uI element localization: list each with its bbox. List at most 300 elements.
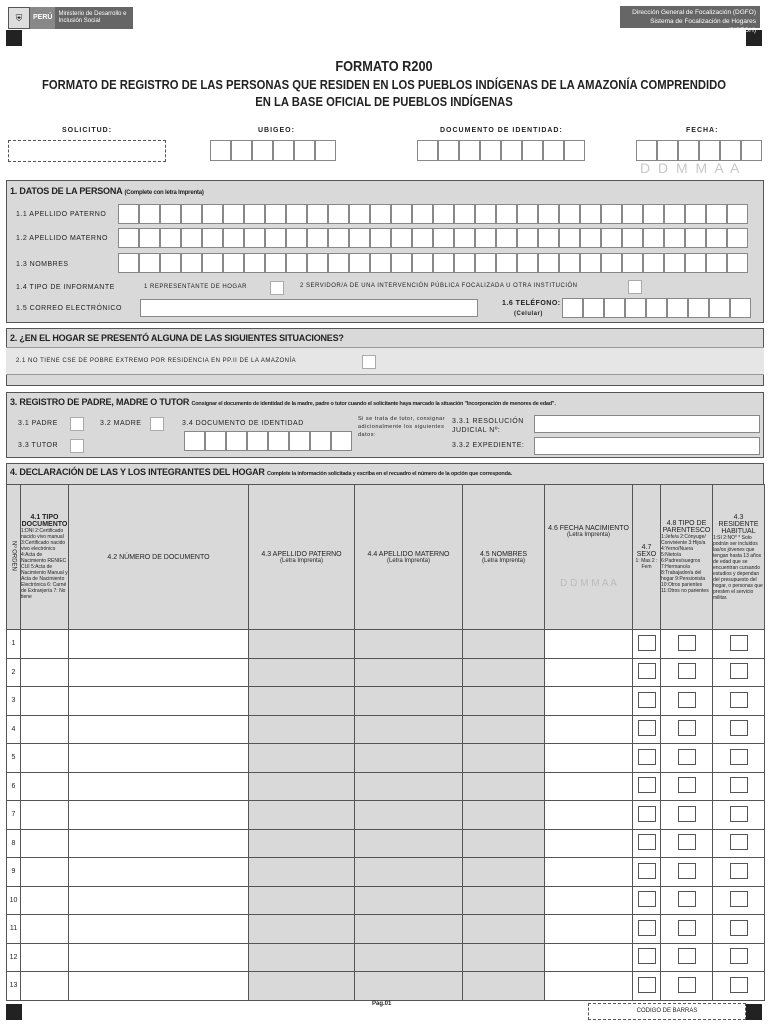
char-box[interactable] xyxy=(328,204,349,224)
cell-nombres[interactable] xyxy=(463,687,545,716)
answer-box[interactable] xyxy=(678,663,696,679)
char-box[interactable] xyxy=(622,253,643,273)
char-box[interactable] xyxy=(349,253,370,273)
solicitud-field[interactable] xyxy=(8,140,166,162)
cell-paterno[interactable] xyxy=(249,886,355,915)
char-box[interactable] xyxy=(559,204,580,224)
answer-box[interactable] xyxy=(638,806,656,822)
char-box[interactable] xyxy=(496,228,517,248)
apellido-paterno-boxes[interactable] xyxy=(118,204,748,224)
char-box[interactable] xyxy=(580,204,601,224)
cell-parentesco[interactable] xyxy=(661,630,713,659)
celular-label: (Celular) xyxy=(514,311,543,317)
char-box[interactable] xyxy=(706,228,727,248)
tipo-documento-header: 4.1 TIPO DOCUMENTO 1:DNI 2:Certificado nacido vivo manual 3:Certificado nacido vivo electrónico 4:Acta de Nacimiento RENIEC CUI 5:Acta de Nacimiento Manual y Acta de Nacimiento Electrónica 6: Carné de Extranjería 7: No tiene xyxy=(21,485,69,630)
cell-numero[interactable] xyxy=(69,886,249,915)
char-box[interactable] xyxy=(118,253,139,273)
char-box[interactable] xyxy=(286,228,307,248)
cell-numero[interactable] xyxy=(69,687,249,716)
char-box[interactable] xyxy=(307,253,328,273)
answer-box[interactable] xyxy=(730,692,748,708)
cell-materno[interactable] xyxy=(355,972,463,1001)
cell-materno[interactable] xyxy=(355,943,463,972)
cell-tipo[interactable] xyxy=(21,886,69,915)
apellido-paterno-label: 1.1 APELLIDO PATERNO xyxy=(16,211,107,218)
char-box[interactable] xyxy=(580,228,601,248)
cell-numero[interactable] xyxy=(69,772,249,801)
cell-sexo[interactable] xyxy=(633,886,661,915)
char-box[interactable] xyxy=(685,228,706,248)
char-box[interactable] xyxy=(475,253,496,273)
char-box[interactable] xyxy=(643,253,664,273)
answer-box[interactable] xyxy=(678,777,696,793)
answer-box[interactable] xyxy=(638,663,656,679)
answer-box[interactable] xyxy=(730,891,748,907)
char-box[interactable] xyxy=(181,204,202,224)
char-box[interactable] xyxy=(730,298,751,318)
answer-box[interactable] xyxy=(678,692,696,708)
cell-paterno[interactable] xyxy=(249,858,355,887)
cell-nombres[interactable] xyxy=(463,915,545,944)
cell-tipo[interactable] xyxy=(21,943,69,972)
char-box[interactable] xyxy=(583,298,604,318)
cell-residente[interactable] xyxy=(713,972,765,1001)
cell-parentesco[interactable] xyxy=(661,687,713,716)
char-box[interactable] xyxy=(517,228,538,248)
answer-box[interactable] xyxy=(730,834,748,850)
fecha-boxes[interactable] xyxy=(636,140,762,161)
cell-sexo[interactable] xyxy=(633,858,661,887)
char-box[interactable] xyxy=(727,204,748,224)
char-box[interactable] xyxy=(412,228,433,248)
correo-label: 1.5 CORREO ELECTRÓNICO xyxy=(16,305,122,312)
answer-box[interactable] xyxy=(730,720,748,736)
cell-materno[interactable] xyxy=(355,915,463,944)
char-box[interactable] xyxy=(181,253,202,273)
cell-nombres[interactable] xyxy=(463,829,545,858)
cell-nombres[interactable] xyxy=(463,715,545,744)
cell-parentesco[interactable] xyxy=(661,744,713,773)
cell-tipo[interactable] xyxy=(21,658,69,687)
cell-sexo[interactable] xyxy=(633,630,661,659)
cell-fecha[interactable] xyxy=(545,658,633,687)
char-box[interactable] xyxy=(475,204,496,224)
answer-box[interactable] xyxy=(638,720,656,736)
cell-residente[interactable] xyxy=(713,943,765,972)
char-box[interactable] xyxy=(664,228,685,248)
char-box[interactable] xyxy=(625,298,646,318)
char-box[interactable] xyxy=(412,253,433,273)
answer-box[interactable] xyxy=(678,834,696,850)
char-box[interactable] xyxy=(643,204,664,224)
char-box[interactable] xyxy=(205,431,226,451)
correo-input[interactable] xyxy=(140,299,478,317)
cell-parentesco[interactable] xyxy=(661,829,713,858)
cell-nombres[interactable] xyxy=(463,658,545,687)
char-box[interactable] xyxy=(139,228,160,248)
char-box[interactable] xyxy=(580,253,601,273)
char-box[interactable] xyxy=(118,204,139,224)
char-box[interactable] xyxy=(727,253,748,273)
tutor-documento-boxes[interactable] xyxy=(184,431,352,451)
row-number: 13 xyxy=(9,982,18,990)
cell-numero[interactable] xyxy=(69,915,249,944)
char-box[interactable] xyxy=(265,253,286,273)
cell-paterno[interactable] xyxy=(249,829,355,858)
cell-sexo[interactable] xyxy=(633,772,661,801)
char-box[interactable] xyxy=(226,431,247,451)
section-4-title: 4. DECLARACIÓN DE LAS Y LOS INTEGRANTES DEL HOGAR Complete la información solicitada y escriba en el recuadro el número de la opción que corresponda. xyxy=(10,467,512,477)
cell-nombres[interactable] xyxy=(463,801,545,830)
answer-box[interactable] xyxy=(678,920,696,936)
char-box[interactable] xyxy=(391,253,412,273)
table-row xyxy=(7,915,765,944)
answer-box[interactable] xyxy=(638,834,656,850)
cell-numero[interactable] xyxy=(69,630,249,659)
answer-box[interactable] xyxy=(638,692,656,708)
cell-sexo[interactable] xyxy=(633,801,661,830)
cell-paterno[interactable] xyxy=(249,715,355,744)
cell-tipo[interactable] xyxy=(21,687,69,716)
char-box[interactable] xyxy=(331,431,352,451)
tutor-note: Si se trata de tutor, consignar adicionalmente los siguientes datos: xyxy=(358,416,446,438)
expediente-input[interactable] xyxy=(534,437,760,455)
cell-residente[interactable] xyxy=(713,744,765,773)
char-box[interactable] xyxy=(706,253,727,273)
cell-residente[interactable] xyxy=(713,829,765,858)
resolucion-input[interactable] xyxy=(534,415,760,433)
char-box[interactable] xyxy=(118,228,139,248)
registration-mark xyxy=(6,1004,22,1020)
char-box[interactable] xyxy=(538,228,559,248)
cell-parentesco[interactable] xyxy=(661,972,713,1001)
char-box[interactable] xyxy=(559,253,580,273)
cell-materno[interactable] xyxy=(355,886,463,915)
char-box[interactable] xyxy=(646,298,667,318)
cell-fecha[interactable] xyxy=(545,687,633,716)
cell-paterno[interactable] xyxy=(249,630,355,659)
cell-fecha[interactable] xyxy=(545,886,633,915)
cell-parentesco[interactable] xyxy=(661,801,713,830)
nombres-label: 1.3 NOMBRES xyxy=(16,261,69,268)
cell-parentesco[interactable] xyxy=(661,715,713,744)
cell-tipo[interactable] xyxy=(21,772,69,801)
cell-fecha[interactable] xyxy=(545,943,633,972)
char-box[interactable] xyxy=(433,228,454,248)
cell-paterno[interactable] xyxy=(249,943,355,972)
char-box[interactable] xyxy=(307,228,328,248)
cell-parentesco[interactable] xyxy=(661,858,713,887)
cell-nombres[interactable] xyxy=(463,772,545,801)
ubigeo-boxes[interactable] xyxy=(210,140,336,161)
answer-box[interactable] xyxy=(638,863,656,879)
cell-fecha[interactable] xyxy=(545,630,633,659)
char-box[interactable] xyxy=(286,253,307,273)
char-box[interactable] xyxy=(433,253,454,273)
char-box[interactable] xyxy=(328,253,349,273)
cell-numero[interactable] xyxy=(69,715,249,744)
representante-checkbox[interactable] xyxy=(270,281,284,295)
char-box[interactable] xyxy=(265,204,286,224)
answer-box[interactable] xyxy=(730,920,748,936)
cell-materno[interactable] xyxy=(355,858,463,887)
char-box[interactable] xyxy=(244,253,265,273)
char-box[interactable] xyxy=(349,204,370,224)
cell-paterno[interactable] xyxy=(249,772,355,801)
cell-parentesco[interactable] xyxy=(661,658,713,687)
cell-residente[interactable] xyxy=(713,801,765,830)
char-box[interactable] xyxy=(310,431,331,451)
cell-numero[interactable] xyxy=(69,858,249,887)
cell-nombres[interactable] xyxy=(463,943,545,972)
cell-parentesco[interactable] xyxy=(661,772,713,801)
cell-residente[interactable] xyxy=(713,915,765,944)
char-box[interactable] xyxy=(244,204,265,224)
answer-box[interactable] xyxy=(730,948,748,964)
answer-box[interactable] xyxy=(678,977,696,993)
char-box[interactable] xyxy=(223,228,244,248)
cell-sexo[interactable] xyxy=(633,687,661,716)
cell-sexo[interactable] xyxy=(633,972,661,1001)
documento-boxes[interactable] xyxy=(417,140,585,161)
cell-materno[interactable] xyxy=(355,772,463,801)
cell-numero[interactable] xyxy=(69,943,249,972)
apellido-materno-boxes[interactable] xyxy=(118,228,748,248)
answer-box[interactable] xyxy=(678,749,696,765)
char-box[interactable] xyxy=(268,431,289,451)
madre-checkbox[interactable] xyxy=(150,417,164,431)
cell-nombres[interactable] xyxy=(463,972,545,1001)
cell-tipo[interactable] xyxy=(21,630,69,659)
cell-numero[interactable] xyxy=(69,972,249,1001)
cell-paterno[interactable] xyxy=(249,972,355,1001)
char-box[interactable] xyxy=(604,298,625,318)
char-box[interactable] xyxy=(202,204,223,224)
cell-tipo[interactable] xyxy=(21,744,69,773)
telefono-boxes[interactable] xyxy=(562,298,751,318)
padre-checkbox[interactable] xyxy=(70,417,84,431)
char-box[interactable] xyxy=(244,228,265,248)
nombres-header: 4.5 NOMBRES (Letra Imprenta) xyxy=(463,485,545,630)
char-box[interactable] xyxy=(247,431,268,451)
char-box[interactable] xyxy=(181,228,202,248)
cell-sexo[interactable] xyxy=(633,744,661,773)
answer-box[interactable] xyxy=(678,806,696,822)
cell-materno[interactable] xyxy=(355,630,463,659)
char-box[interactable] xyxy=(454,253,475,273)
char-box[interactable] xyxy=(391,204,412,224)
cell-numero[interactable] xyxy=(69,744,249,773)
cell-residente[interactable] xyxy=(713,858,765,887)
answer-box[interactable] xyxy=(678,863,696,879)
char-box[interactable] xyxy=(223,253,244,273)
answer-box[interactable] xyxy=(678,635,696,651)
cell-fecha[interactable] xyxy=(545,829,633,858)
cell-materno[interactable] xyxy=(355,687,463,716)
char-box[interactable] xyxy=(517,204,538,224)
char-box[interactable] xyxy=(622,204,643,224)
char-box[interactable] xyxy=(664,204,685,224)
char-box[interactable] xyxy=(454,228,475,248)
cell-tipo[interactable] xyxy=(21,915,69,944)
table-row xyxy=(7,829,765,858)
cell-fecha[interactable] xyxy=(545,715,633,744)
answer-box[interactable] xyxy=(730,863,748,879)
answer-box[interactable] xyxy=(638,777,656,793)
char-box[interactable] xyxy=(538,204,559,224)
cell-paterno[interactable] xyxy=(249,744,355,773)
cell-sexo[interactable] xyxy=(633,829,661,858)
table-row xyxy=(7,943,765,972)
ubigeo-label: UBIGEO: xyxy=(258,127,295,134)
char-box[interactable] xyxy=(685,253,706,273)
answer-box[interactable] xyxy=(638,977,656,993)
table-row xyxy=(7,744,765,773)
cell-tipo[interactable] xyxy=(21,972,69,1001)
cell-tipo[interactable] xyxy=(21,858,69,887)
cell-tipo[interactable] xyxy=(21,715,69,744)
answer-box[interactable] xyxy=(638,920,656,936)
char-box[interactable] xyxy=(496,253,517,273)
char-box[interactable] xyxy=(328,228,349,248)
answer-box[interactable] xyxy=(730,806,748,822)
cell-residente[interactable] xyxy=(713,687,765,716)
cell-sexo[interactable] xyxy=(633,658,661,687)
answer-box[interactable] xyxy=(730,749,748,765)
answer-box[interactable] xyxy=(638,635,656,651)
cell-materno[interactable] xyxy=(355,744,463,773)
char-box[interactable] xyxy=(688,298,709,318)
cell-fecha[interactable] xyxy=(545,744,633,773)
char-box[interactable] xyxy=(496,204,517,224)
char-box[interactable] xyxy=(667,298,688,318)
answer-box[interactable] xyxy=(678,720,696,736)
char-box[interactable] xyxy=(370,204,391,224)
cell-sexo[interactable] xyxy=(633,943,661,972)
tutor-label: 3.3 TUTOR xyxy=(18,442,59,449)
char-box[interactable] xyxy=(706,204,727,224)
cell-sexo[interactable] xyxy=(633,715,661,744)
cell-paterno[interactable] xyxy=(249,801,355,830)
cell-residente[interactable] xyxy=(713,772,765,801)
answer-box[interactable] xyxy=(730,777,748,793)
char-box[interactable] xyxy=(370,228,391,248)
char-box[interactable] xyxy=(664,253,685,273)
cell-nombres[interactable] xyxy=(463,630,545,659)
cell-materno[interactable] xyxy=(355,829,463,858)
answer-box[interactable] xyxy=(678,948,696,964)
cell-parentesco[interactable] xyxy=(661,943,713,972)
cell-nombres[interactable] xyxy=(463,858,545,887)
char-box[interactable] xyxy=(286,204,307,224)
row-number: 5 xyxy=(11,754,16,762)
char-box[interactable] xyxy=(685,204,706,224)
answer-box[interactable] xyxy=(678,891,696,907)
char-box[interactable] xyxy=(727,228,748,248)
cell-parentesco[interactable] xyxy=(661,886,713,915)
char-box[interactable] xyxy=(307,204,328,224)
char-box[interactable] xyxy=(709,298,730,318)
char-box[interactable] xyxy=(139,253,160,273)
answer-box[interactable] xyxy=(638,891,656,907)
char-box[interactable] xyxy=(517,253,538,273)
cell-parentesco[interactable] xyxy=(661,915,713,944)
answer-box[interactable] xyxy=(730,977,748,993)
cell-materno[interactable] xyxy=(355,801,463,830)
char-box[interactable] xyxy=(160,228,181,248)
nombres-boxes[interactable] xyxy=(118,253,748,273)
cell-paterno[interactable] xyxy=(249,658,355,687)
char-box[interactable] xyxy=(601,204,622,224)
cell-residente[interactable] xyxy=(713,658,765,687)
cell-paterno[interactable] xyxy=(249,915,355,944)
char-box[interactable] xyxy=(139,204,160,224)
char-box[interactable] xyxy=(601,228,622,248)
cell-residente[interactable] xyxy=(713,715,765,744)
char-box[interactable] xyxy=(160,253,181,273)
situacion-2-1-checkbox[interactable] xyxy=(362,355,376,369)
cell-materno[interactable] xyxy=(355,715,463,744)
char-box[interactable] xyxy=(643,228,664,248)
cell-tipo[interactable] xyxy=(21,801,69,830)
char-box[interactable] xyxy=(265,228,286,248)
expediente-label: 3.3.2 EXPEDIENTE: xyxy=(452,442,525,449)
char-box[interactable] xyxy=(349,228,370,248)
char-box[interactable] xyxy=(370,253,391,273)
char-box[interactable] xyxy=(202,228,223,248)
cell-residente[interactable] xyxy=(713,630,765,659)
char-box[interactable] xyxy=(184,431,205,451)
cell-nombres[interactable] xyxy=(463,744,545,773)
cell-fecha[interactable] xyxy=(545,915,633,944)
answer-box[interactable] xyxy=(730,663,748,679)
char-box[interactable] xyxy=(289,431,310,451)
char-box[interactable] xyxy=(202,253,223,273)
char-box[interactable] xyxy=(601,253,622,273)
cell-numero[interactable] xyxy=(69,658,249,687)
cell-paterno[interactable] xyxy=(249,687,355,716)
char-box[interactable] xyxy=(562,298,583,318)
answer-box[interactable] xyxy=(638,749,656,765)
char-box[interactable] xyxy=(412,204,433,224)
section-1-title: 1. DATOS DE LA PERSONA (Complete con letra Imprenta) xyxy=(10,186,204,196)
cell-fecha[interactable] xyxy=(545,858,633,887)
char-box[interactable] xyxy=(160,204,181,224)
char-box[interactable] xyxy=(454,204,475,224)
cell-numero[interactable] xyxy=(69,829,249,858)
servidor-checkbox[interactable] xyxy=(628,280,642,294)
cell-tipo[interactable] xyxy=(21,829,69,858)
cell-residente[interactable] xyxy=(713,886,765,915)
cell-materno[interactable] xyxy=(355,658,463,687)
char-box[interactable] xyxy=(622,228,643,248)
char-box[interactable] xyxy=(433,204,454,224)
char-box[interactable] xyxy=(223,204,244,224)
char-box[interactable] xyxy=(391,228,412,248)
answer-box[interactable] xyxy=(638,948,656,964)
cell-fecha[interactable] xyxy=(545,972,633,1001)
tutor-checkbox[interactable] xyxy=(70,439,84,453)
cell-numero[interactable] xyxy=(69,801,249,830)
char-box[interactable] xyxy=(559,228,580,248)
cell-sexo[interactable] xyxy=(633,915,661,944)
cell-fecha[interactable] xyxy=(545,772,633,801)
char-box[interactable] xyxy=(538,253,559,273)
cell-nombres[interactable] xyxy=(463,886,545,915)
answer-box[interactable] xyxy=(730,635,748,651)
cell-fecha[interactable] xyxy=(545,801,633,830)
char-box[interactable] xyxy=(475,228,496,248)
